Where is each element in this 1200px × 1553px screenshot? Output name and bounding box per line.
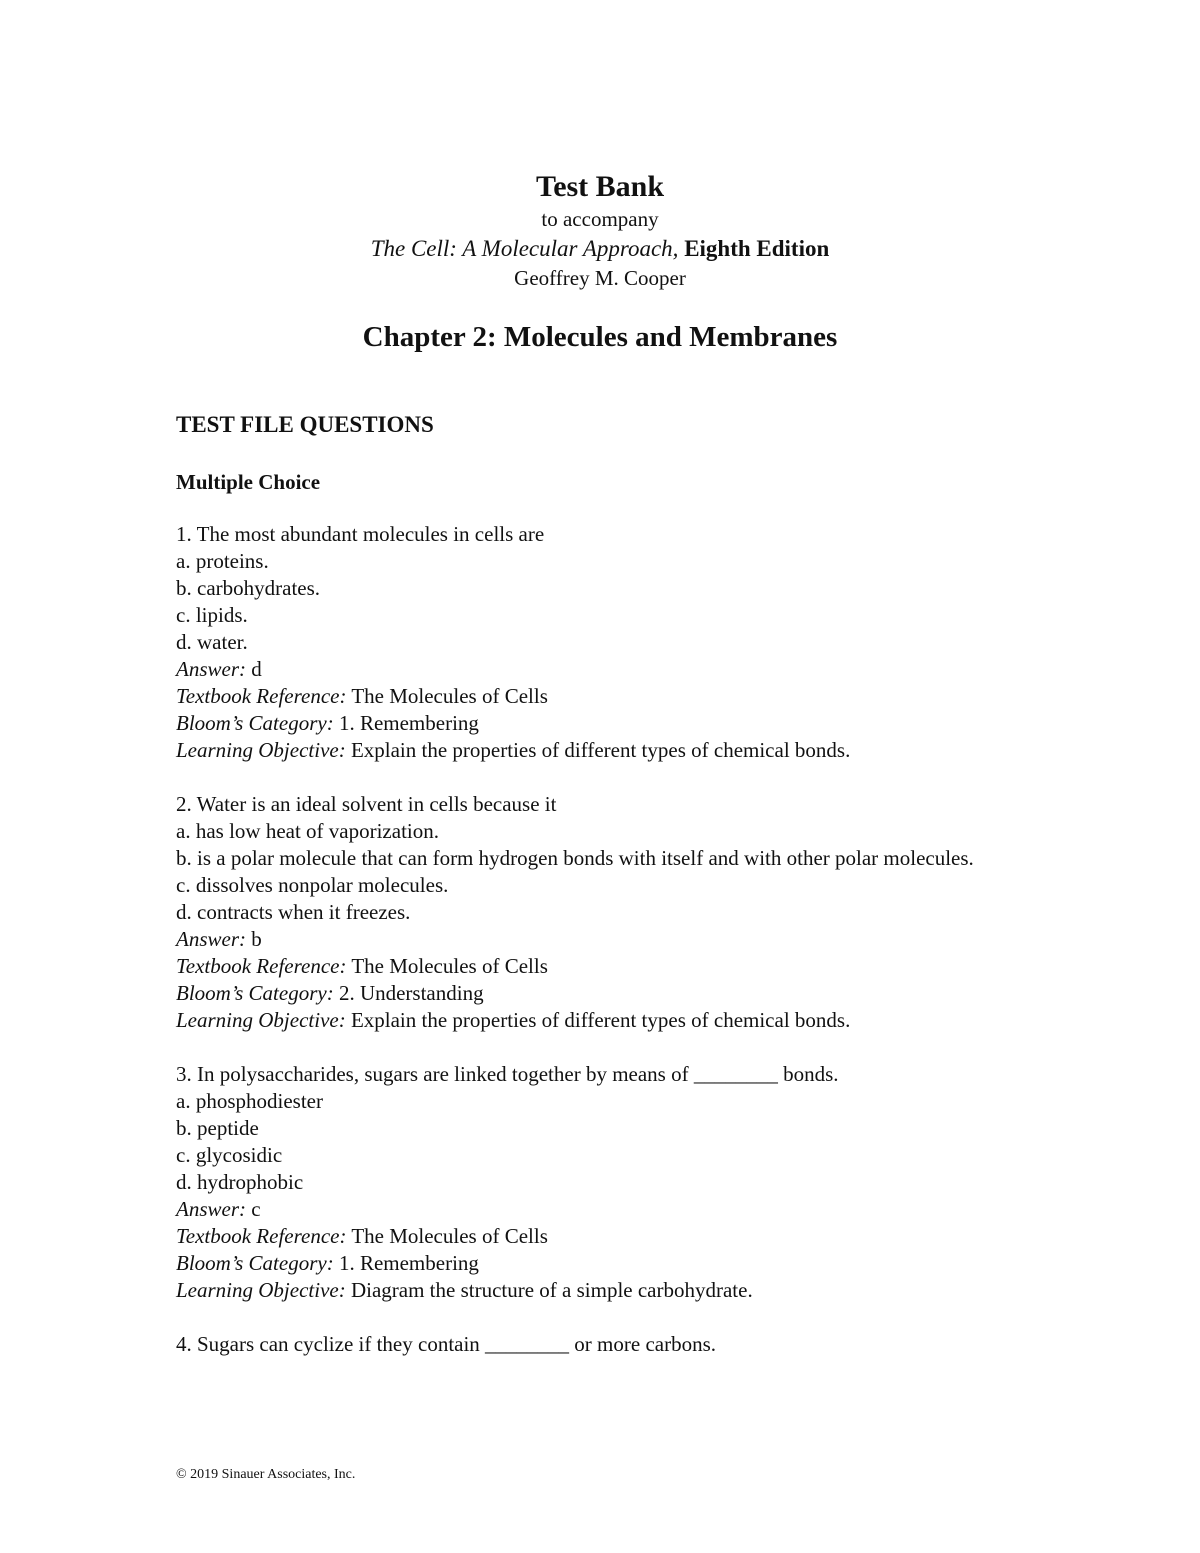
objective-label: Learning Objective: bbox=[176, 738, 346, 762]
answer-label: Answer: bbox=[176, 657, 246, 681]
bloom-line bbox=[176, 710, 996, 737]
question-stem: 4. Sugars can cyclize if they contain ________ or more carbons. bbox=[176, 1332, 717, 1356]
answer-value: c bbox=[251, 1197, 261, 1221]
question-stem: 3. In polysaccharides, sugars are linked together by means of ________ bonds. bbox=[176, 1062, 839, 1086]
section-heading: TEST FILE QUESTIONS bbox=[176, 412, 434, 437]
question-2 bbox=[176, 791, 996, 1034]
answer-label: Answer: bbox=[176, 1197, 246, 1221]
reference-label: Textbook Reference: bbox=[176, 954, 347, 978]
question-1 bbox=[176, 521, 996, 764]
answer-option: d. contracts when it freezes. bbox=[176, 900, 411, 924]
answer-option: c. glycosidic bbox=[176, 1143, 283, 1167]
answer-value: b bbox=[251, 927, 262, 951]
objective-value: Explain the properties of different types of chemical bonds. bbox=[350, 738, 851, 762]
answer-option: a. phosphodiester bbox=[176, 1089, 323, 1113]
objective-line bbox=[176, 1007, 996, 1034]
reference-line bbox=[176, 1223, 996, 1250]
reference-label: Textbook Reference: bbox=[176, 1224, 347, 1248]
answer-line bbox=[176, 656, 996, 683]
question-stem: 2. Water is an ideal solvent in cells because it bbox=[176, 792, 557, 816]
answer-option: c. dissolves nonpolar molecules. bbox=[176, 873, 449, 897]
objective-label: Learning Objective: bbox=[176, 1008, 346, 1032]
question-stem: 1. The most abundant molecules in cells are bbox=[176, 522, 545, 546]
question-4 bbox=[176, 1331, 996, 1358]
book-line bbox=[0, 235, 1200, 263]
author-name: Geoffrey M. Cooper bbox=[514, 266, 686, 290]
bloom-value: 2. Understanding bbox=[338, 981, 484, 1005]
bloom-label: Bloom’s Category: bbox=[176, 981, 334, 1005]
answer-option: d. water. bbox=[176, 630, 248, 654]
objective-line bbox=[176, 737, 996, 764]
reference-value: The Molecules of Cells bbox=[351, 954, 548, 978]
copyright-footer: © 2019 Sinauer Associates, Inc. bbox=[176, 1467, 356, 1482]
answer-option: c. lipids. bbox=[176, 603, 248, 627]
question-3 bbox=[176, 1061, 996, 1304]
answer-option: b. peptide bbox=[176, 1116, 259, 1140]
question-list bbox=[176, 521, 996, 1385]
answer-option: d. hydrophobic bbox=[176, 1170, 304, 1194]
bloom-line bbox=[176, 1250, 996, 1277]
reference-value: The Molecules of Cells bbox=[351, 684, 548, 708]
objective-value: Diagram the structure of a simple carbohydrate. bbox=[350, 1278, 753, 1302]
reference-value: The Molecules of Cells bbox=[351, 1224, 548, 1248]
answer-option: b. is a polar molecule that can form hydrogen bonds with itself and with other polar molecules. bbox=[176, 846, 974, 870]
chapter-title: Chapter 2: Molecules and Membranes bbox=[362, 321, 838, 353]
bloom-label: Bloom’s Category: bbox=[176, 1251, 334, 1275]
answer-option: a. proteins. bbox=[176, 549, 269, 573]
bloom-value: 1. Remembering bbox=[338, 1251, 479, 1275]
objective-line bbox=[176, 1277, 996, 1304]
objective-label: Learning Objective: bbox=[176, 1278, 346, 1302]
answer-option: b. carbohydrates. bbox=[176, 576, 321, 600]
answer-option: a. has low heat of vaporization. bbox=[176, 819, 439, 843]
subsection-heading: Multiple Choice bbox=[176, 470, 321, 494]
answer-value: d bbox=[251, 657, 262, 681]
reference-line bbox=[176, 953, 996, 980]
answer-label: Answer: bbox=[176, 927, 246, 951]
objective-value: Explain the properties of different types of chemical bonds. bbox=[350, 1008, 851, 1032]
reference-line bbox=[176, 683, 996, 710]
to-accompany-text: to accompany bbox=[541, 207, 659, 231]
answer-line bbox=[176, 1196, 996, 1223]
book-edition: Eighth Edition bbox=[684, 236, 830, 261]
bloom-label: Bloom’s Category: bbox=[176, 711, 334, 735]
bloom-value: 1. Remembering bbox=[338, 711, 479, 735]
document-title: Test Bank bbox=[535, 170, 665, 203]
answer-line bbox=[176, 926, 996, 953]
bloom-line bbox=[176, 980, 996, 1007]
book-title: The Cell: A Molecular Approach, bbox=[370, 236, 679, 261]
reference-label: Textbook Reference: bbox=[176, 684, 347, 708]
